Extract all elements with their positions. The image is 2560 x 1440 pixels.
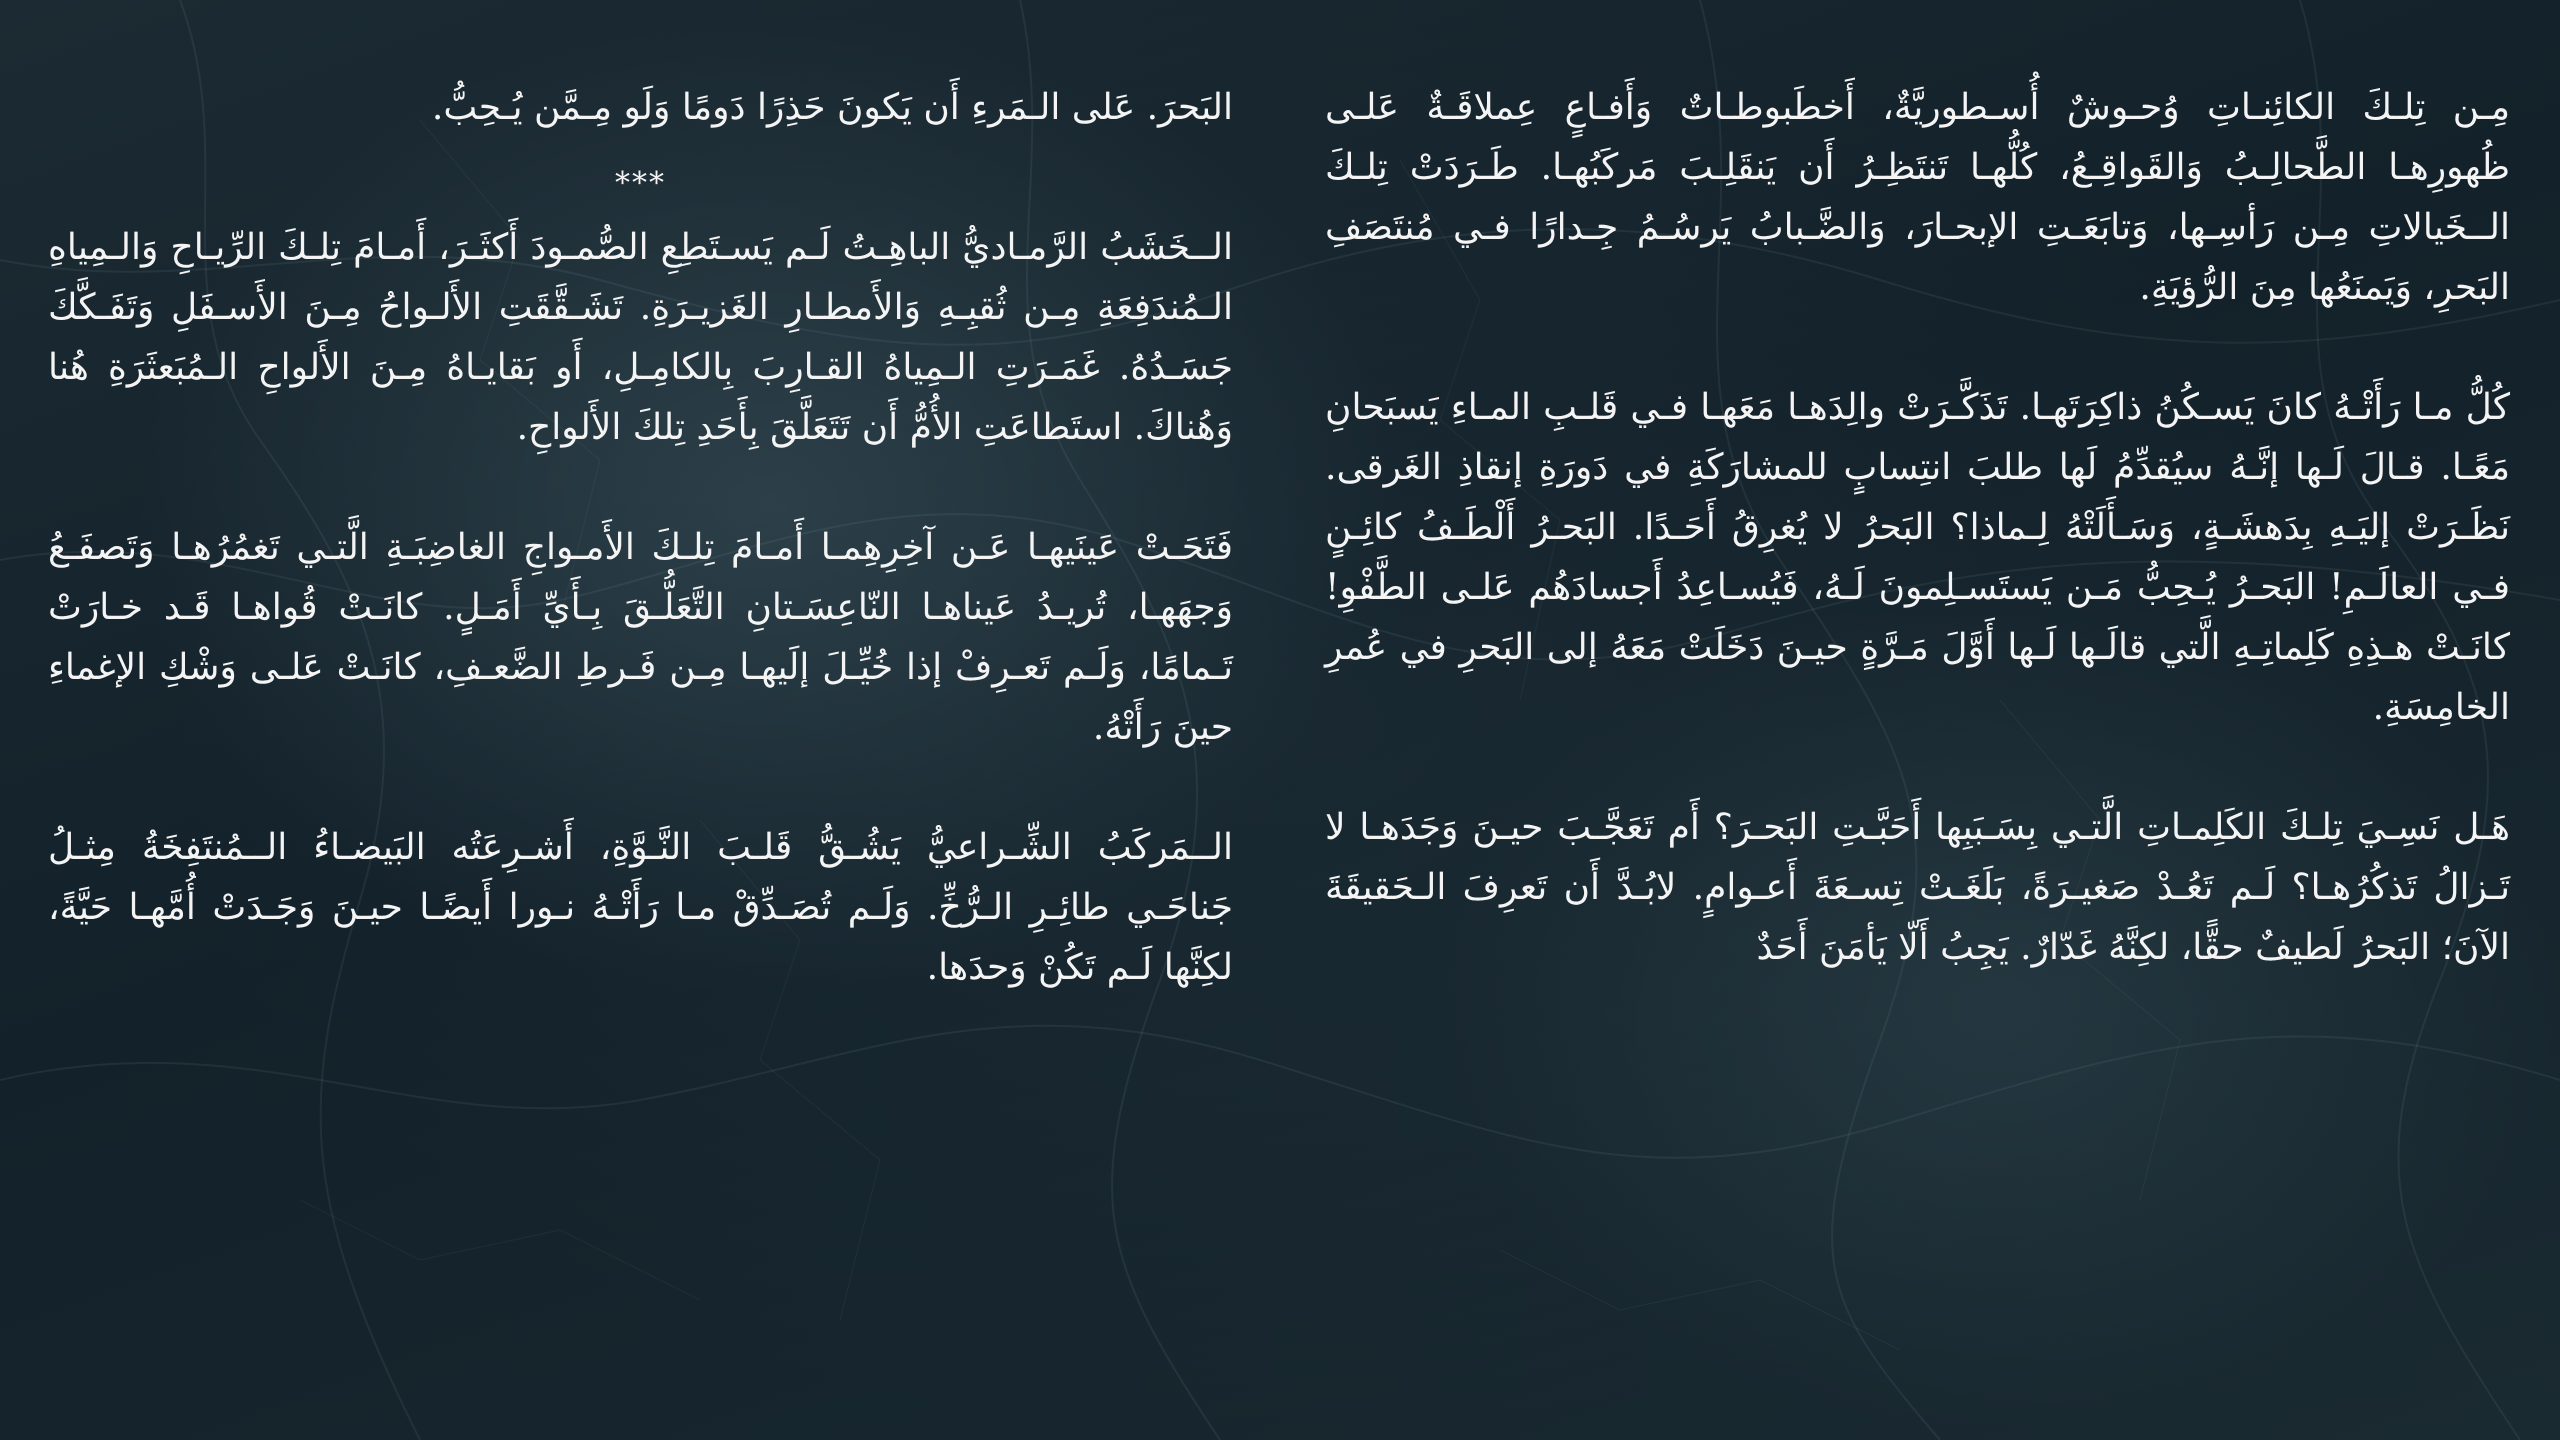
paragraph-continuation: البَحرَ. عَلى الـمَرءِ أَن يَكونَ حَذِرًا دَومًا وَلَو مِـمَّن يُـحِبُّ. <box>431 87 1233 128</box>
paragraph: مِـن تِلـكَ الكائِنـاتِ وُحـوشٌ أُسـطوريَّةٌ، أَخطَبوطـاتٌ وَأَفـاعٍ عِملاقَـةٌ عَلـى ظُهورِهـا الطَّحالِـبُ وَالقَواقِـعُ، كُلُّهـا تَنتَظِـرُ أَن يَنقَلِـبَ مَركَبُهـا. طَـرَدَتْ تِلـكَ الــخَيالاتِ مِـن رَأسِـها، وَتابَعَـتِ الإبحـارَ، وَالضَّـبابُ يَرسُـمُ جِـدارًا فـي مُنتَصَفِ البَحرِ، وَيَمنَعُها مِنَ الرُّؤيَةِ. <box>1325 87 2510 308</box>
paragraph: كُلُّ مـا رَأَتْـهُ كانَ يَسـكُنُ ذاكِرَتَهـا. تَذَكَّـرَتْ والِدَهـا مَعَهـا فـي قَلـبِ المـاءِ يَسبَحانِ مَعًـا. قـالَ لَـها إنَّـهُ سيُقدِّمُ لَها طلبَ انتِسابٍ للمشارَكَةِ في دَورَةِ إنقاذِ الغَرقى. نَظَـرَتْ إليَـهِ بِدَهشَـةٍ، وَسَـأَلَتْهُ لِـماذا؟ البَحرُ لا يُغرِقُ أَحَـدًا. البَحـرُ أَلْطَـفُ كائِـنٍ فـي العالَـمِ! البَحـرُ يُـحِبُّ مَـن يَستَسـلِمونَ لَـهُ، فَيُسـاعِدُ أَجسادَهُم عَلـى الطَّفْوِ! كانَـتْ هـذِهِ كَلِماتِـهِ الَّتي قالَـها لَـها أَوَّلَ مَـرَّةٍ حيـنَ دَخَلَتْ مَعَهُ إلى البَحرِ في عُمرِ الخامِسَةِ. <box>1325 387 2510 728</box>
paragraph: الــمَرکَبُ الشِّـراعيُّ يَشُـقُّ قَلـبَ النَّـوَّةِ، أَشـرِعَتُه البَيضـاءُ الــمُنتَفِخَةُ مِثـلُ جَناحَـي طائِـرِ الـرُّخِّ. وَلَـم تُصَـدِّقْ مـا رَأَتْـهُ نـورا أَيضًـا حيـنَ وَجَـدَتْ أُمَّهـا حَيَّةً، لكِنَّها لَـم تَكُنْ وَحدَها. <box>48 827 1233 988</box>
section-separator: *** <box>615 166 666 201</box>
left-text-column <box>48 78 1233 1058</box>
paragraph: الــخَشَبُ الرَّمـاديُّ الباهِـتُ لَـم يَسـتَطِعِ الصُّمـودَ أَكثَـرَ، أَمـامَ تِلـكَ الرِّيـاحِ وَالـمِياهِ الـمُندَفِعَةِ مِـن ثُقبِـهِ وَالأَمطـارِ الغَزيـرَةِ. تَشَـقَّقَتِ الأَلـواحُ مِـنَ الأَسـفَلِ وَتَفَـكَّكَ جَسَـدُهُ. غَمَـرَتِ الـمِياهُ القـارِبَ بِالكامِـلِ، أَو بَقايـاهُ مِـنَ الأَلواحِ الـمُبَعثَرَةِ هُنا وَهُناكَ. استَطاعَتِ الأُمُّ أَن تَتَعَلَّقَ بِأَحَدِ تِلكَ الأَلواحِ. <box>48 227 1234 448</box>
right-text-column <box>1325 78 2510 1038</box>
paragraph: هَـل نَسِـيَ تِلـكَ الكَلِمـاتِ الَّتـي بِسَـبَبِها أَحَبَّـتِ البَحـرَ؟ أَم تَعَجَّـبَ حيـنَ وَجَدَهـا لا تَـزالُ تَذكُرُهـا؟ لَـم تَعُـدْ صَغيـرَةً، بَلَغَـتْ تِسـعَةَ أَعـوامٍ. لابُـدَّ أَن تَعرِفَ الـحَقيقَةَ الآنَ؛ البَحرُ لَطيفٌ حقًّا، لكِنَّهُ غَدّارٌ. يَجِبُ أَلّا يَأمَنَ أَحَدٌ <box>1325 807 2510 968</box>
paragraph: فَتَحَـتْ عَينَيهـا عَـن آخِرِهِمـا أَمـامَ تِلـكَ الأَمـواجِ الغاضِبَـةِ الَّتـي تَغمُرُهـا وَتَصفَـعُ وَجهَهـا، تُريـدُ عَيناهـا النّاعِسَـتانِ التَّعَلُّـقَ بِـأَيِّ أَمَـلٍ. كانَـتْ قُواهـا قَـد خـارَتْ تَـمامًا، وَلَـم تَعـرِفْ إذا خُيِّـلَ إلَيهـا مِـن فَـرطِ الضَّعـفِ، كانَـتْ عَلـى وَشْكِ الإغماءِ حينَ رَأَتْهُ. <box>48 527 1234 748</box>
